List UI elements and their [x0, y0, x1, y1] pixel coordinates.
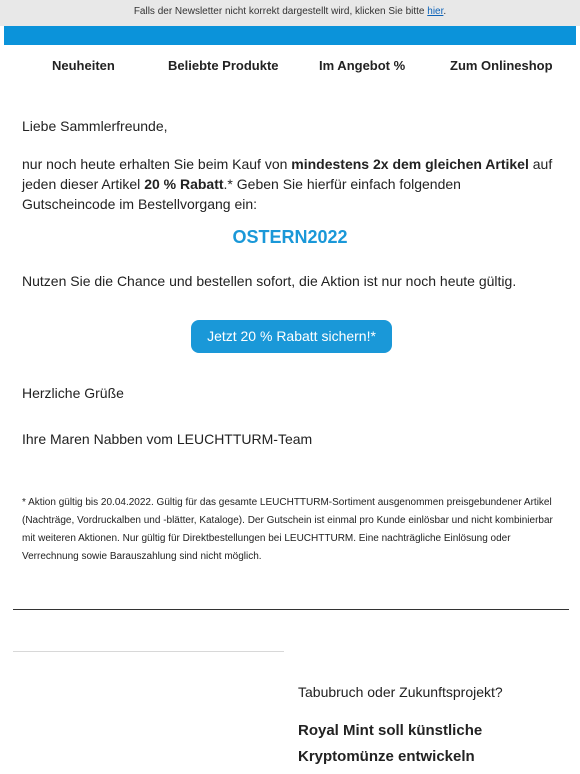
intro-text-3: .* Geben Sie hierfür einfach folgenden Gutscheincode im Bestellvorgang ein:	[22, 176, 461, 212]
view-in-browser-text: Falls der Newsletter nicht korrekt dargestellt wird, klicken Sie bitte	[133, 6, 428, 17]
closing-greeting: Herzliche Grüße	[22, 385, 124, 401]
intro-paragraph	[22, 154, 554, 214]
coupon-code: OSTERN2022	[232, 227, 348, 247]
section-divider	[13, 609, 569, 610]
view-in-browser-bar	[0, 0, 580, 26]
nav-item-beliebte-produkte[interactable]: Beliebte Produkte	[168, 58, 279, 73]
view-in-browser-link[interactable]: hier	[427, 6, 444, 17]
intro-bold-discount: 20 % Rabatt	[144, 176, 224, 192]
header-color-bar	[4, 26, 576, 45]
main-navigation	[0, 58, 580, 78]
intro-bold-condition: mindestens 2x dem gleichen Artikel	[291, 156, 529, 172]
nav-item-onlineshop[interactable]: Zum Onlineshop	[450, 58, 553, 73]
nav-item-neuheiten[interactable]: Neuheiten	[52, 58, 115, 73]
chance-paragraph: Nutzen Sie die Chance und bestellen sofort, die Aktion ist nur noch heute gültig.	[22, 273, 517, 289]
footnote-terms: * Aktion gültig bis 20.04.2022. Gültig für das gesamte LEUCHTTURM-Sortiment ausgenommen preisgebundener Artikel (Nachträge, Vordruckalben und -blätter, Kataloge). Der Gutschein ist einmal pro Kunde einlösbar und nicht kombinierbar mit weiteren Aktionen. Nur gültig für Direktbestellungen bei LEUCHTTURM. Eine nachträgliche Einlösung oder Verrechnung sowie Barauszahlung sind nicht möglich.	[22, 497, 553, 562]
intro-text-2: auf jeden dieser Artikel	[22, 156, 553, 192]
image-placeholder-divider	[13, 651, 284, 652]
signature: Ihre Maren Nabben vom LEUCHTTURM-Team	[22, 431, 313, 447]
discount-cta-button[interactable]: Jetzt 20 % Rabatt sichern!*	[191, 320, 392, 353]
greeting: Liebe Sammlerfreunde,	[22, 118, 168, 134]
article-title[interactable]: Royal Mint soll künstliche Kryptomünze entwickeln	[298, 722, 483, 765]
intro-text-1: nur noch heute erhalten Sie beim Kauf von	[22, 156, 292, 172]
view-in-browser-suffix: .	[443, 6, 447, 17]
article-kicker: Tabubruch oder Zukunftsprojekt?	[298, 684, 503, 700]
nav-item-im-angebot[interactable]: Im Angebot %	[319, 58, 406, 73]
